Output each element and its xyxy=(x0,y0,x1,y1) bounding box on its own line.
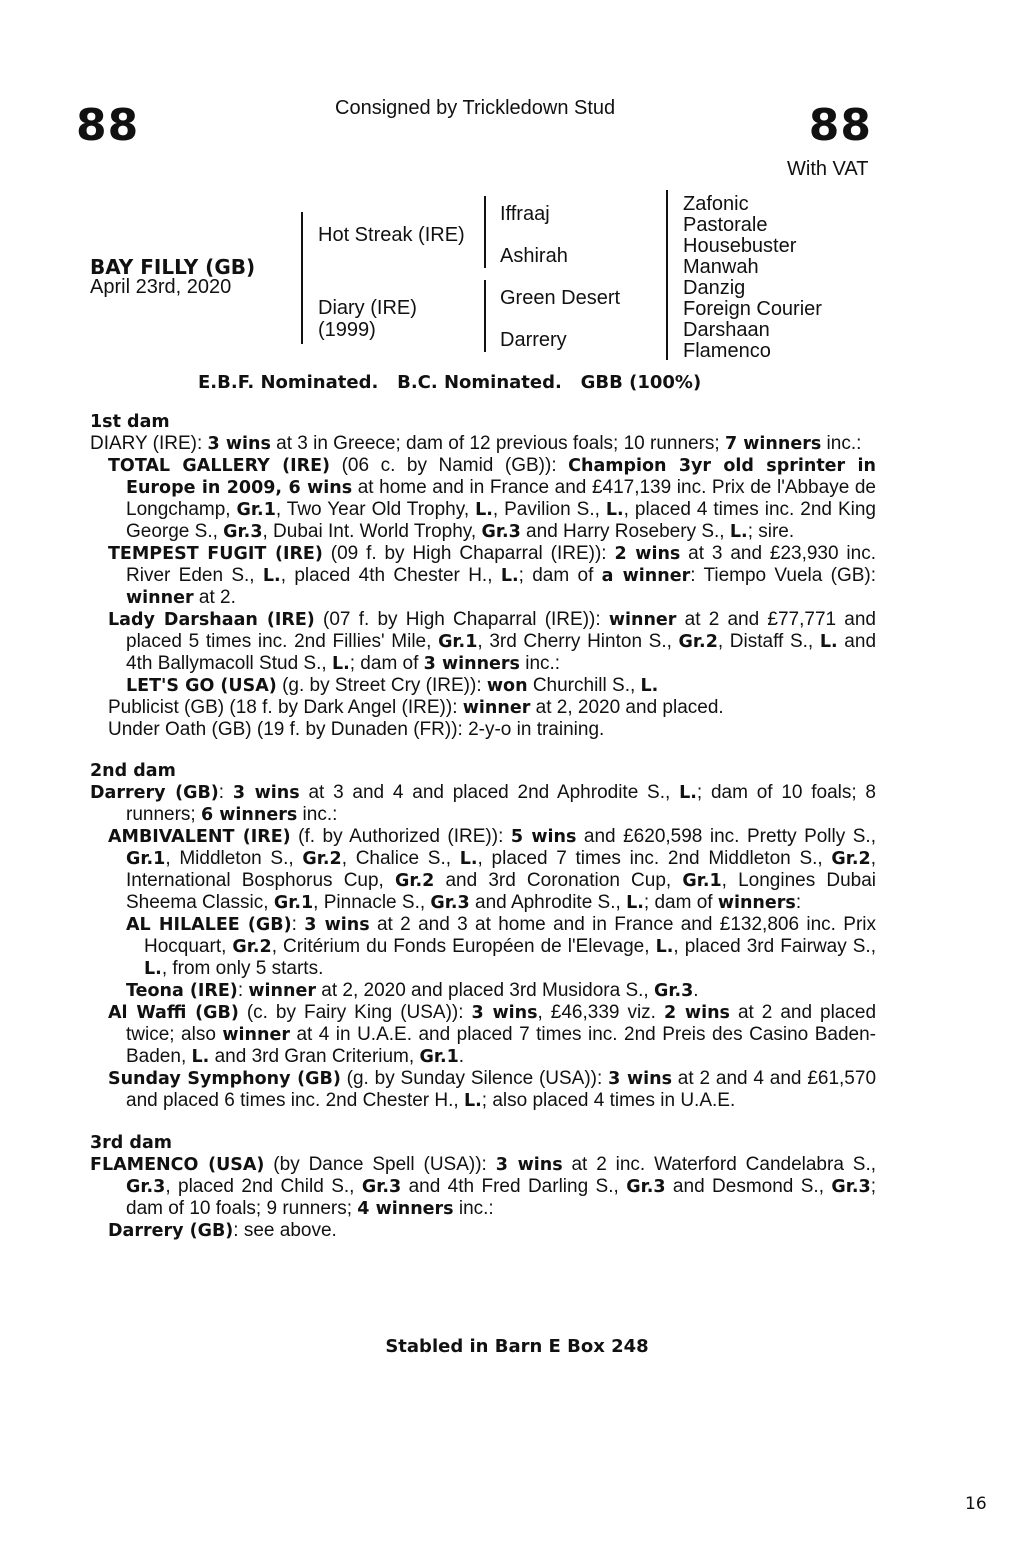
pedigree-great-grandparent: Manwah xyxy=(683,256,759,278)
text: , 3rd Cherry Hinton S., xyxy=(477,631,679,652)
bold-text: winner xyxy=(222,1025,290,1045)
pedigree-grandparent: Ashirah xyxy=(500,245,568,267)
pedigree-dam-year: (1999) xyxy=(318,319,376,341)
bold-text: Gr.1 xyxy=(419,1047,459,1067)
bold-text: L. xyxy=(463,1091,482,1111)
first-dam-intro xyxy=(90,433,876,455)
bold-text: Gr.3 xyxy=(361,1177,402,1197)
text: , Pavilion S., xyxy=(492,499,606,520)
text: (by Dance Spell (USA)): xyxy=(264,1154,496,1175)
consignor: Consigned by Trickledown Stud xyxy=(335,97,616,119)
text: (g. by Sunday Silence (USA)): xyxy=(340,1068,609,1089)
text: . xyxy=(693,980,699,1001)
produce-entry xyxy=(90,675,876,697)
text: (09 f. by High Chaparral (IRE)): xyxy=(322,543,615,564)
text: : xyxy=(795,892,802,913)
pedigree-bracket-1 xyxy=(301,212,303,344)
bold-text: Gr.1 xyxy=(438,632,478,652)
bold-text: L. xyxy=(819,632,838,652)
bold-text: Gr.3 xyxy=(653,981,694,1001)
text: inc.: xyxy=(519,653,561,674)
pedigree-bracket-2a xyxy=(484,196,486,268)
bold-text: Sunday Symphony (GB) xyxy=(108,1069,341,1089)
bold-text: L. xyxy=(679,783,697,803)
produce-entry xyxy=(90,609,876,675)
bold-text: winner xyxy=(608,610,677,630)
produce-entry xyxy=(90,1068,876,1112)
pedigree-great-grandparent: Danzig xyxy=(683,277,746,299)
bold-text: Gr.3 xyxy=(626,1177,666,1197)
bold-text: TOTAL GALLERY (IRE) xyxy=(108,456,331,476)
text: inc.: xyxy=(297,804,338,825)
text: at 2 inc. Waterford Candelabra S., xyxy=(562,1154,876,1175)
second-dam-intro xyxy=(90,782,876,826)
bold-text: Lady Darshaan (IRE) xyxy=(108,610,315,630)
bold-text: L. xyxy=(191,1047,210,1067)
text: (g. by Street Cry (IRE)): xyxy=(276,675,487,696)
text: at 2, 2020 and placed 3rd Musidora S., xyxy=(315,980,654,1001)
bold-text: a winner xyxy=(601,566,691,586)
bold-text: Gr.2 xyxy=(395,871,435,891)
bold-text: Gr.2 xyxy=(678,632,718,652)
pedigree-great-grandparent: Flamenco xyxy=(683,340,771,362)
text: (06 c. by Namid (GB)): xyxy=(330,455,569,476)
bold-text: AMBIVALENT (IRE) xyxy=(108,827,291,847)
text: at 2 and 4 and £61,570 and placed 6 times inc. 2nd Chester H., xyxy=(126,1068,877,1111)
bold-text: winner xyxy=(126,588,194,608)
text: at home and in France and £417,139 inc. Prix de l'Abbaye de Longchamp, xyxy=(126,477,876,520)
produce-entry xyxy=(90,980,876,1002)
bold-text: L. xyxy=(331,654,350,674)
vat-status: With VAT xyxy=(787,158,869,180)
bold-text: TEMPEST FUGIT (IRE) xyxy=(108,544,323,564)
text: ; dam of xyxy=(518,565,602,586)
text: and Harry Rosebery S., xyxy=(520,521,730,542)
bold-text: 3 wins xyxy=(608,1069,672,1089)
second-dam-produce xyxy=(90,826,876,1112)
text: ; also placed 4 times in U.A.E. xyxy=(481,1090,736,1111)
text: ; dam of xyxy=(349,653,424,674)
pedigree-bracket-3 xyxy=(666,190,668,360)
bold-text: L. xyxy=(144,959,162,979)
bold-text: 6 winners xyxy=(200,805,298,825)
produce-entry xyxy=(90,914,876,980)
text: , placed 4 times inc. 2nd King George S., xyxy=(126,499,876,542)
pedigree-great-grandparent: Zafonic xyxy=(683,193,749,215)
pedigree-grandparent: Iffraaj xyxy=(500,203,550,225)
bold-text: 2 wins xyxy=(614,544,681,564)
text: , Dubai Int. World Trophy, xyxy=(262,521,482,542)
bold-text: L. xyxy=(262,566,281,586)
text: and Desmond S., xyxy=(665,1176,832,1197)
text: , placed 4th Chester H., xyxy=(280,565,501,586)
text: , £46,339 viz. xyxy=(537,1002,664,1023)
text: . xyxy=(458,1046,465,1067)
pedigree-grandparent: Darrery xyxy=(500,329,567,351)
bold-text: Gr.1 xyxy=(682,871,722,891)
text: and 3rd Gran Criterium, xyxy=(209,1046,420,1067)
pedigree-great-grandparent: Darshaan xyxy=(683,319,770,341)
pedigree-bracket-2b xyxy=(484,280,486,352)
bold-text: 2 wins xyxy=(663,1003,730,1023)
bold-text: L. xyxy=(605,500,624,520)
text: and Aphrodite S., xyxy=(469,892,627,913)
bold-text: L. xyxy=(475,500,493,520)
pedigree-grandparent: Green Desert xyxy=(500,287,621,309)
text: : xyxy=(291,914,305,935)
produce-entry xyxy=(90,826,876,914)
lot-number-right: 88 xyxy=(808,100,872,151)
produce-entry xyxy=(90,1002,876,1068)
bold-text: Teona (IRE) xyxy=(126,981,238,1001)
text: at 2 and £77,771 and placed 5 times inc. 2nd Fillies' Mile, xyxy=(126,609,877,652)
bold-text: winner xyxy=(462,698,531,718)
text: and 4th Ballymacoll Stud S., xyxy=(126,631,877,674)
bold-text: 3 wins xyxy=(232,783,300,803)
bold-text: Gr.3 xyxy=(430,893,470,913)
text: , placed 3rd Fairway S., xyxy=(673,936,876,957)
bold-text: Gr.3 xyxy=(481,522,521,542)
text: , Distaff S., xyxy=(717,631,820,652)
text: , Pinnacle S., xyxy=(313,892,431,913)
pedigree-sire: Hot Streak (IRE) xyxy=(318,224,465,246)
text: and 3rd Coronation Cup, xyxy=(434,870,683,891)
horse-dob: April 23rd, 2020 xyxy=(90,276,232,298)
text: Under Oath (GB) (19 f. by Dunaden (FR)): 2-y-o in training. xyxy=(108,719,605,740)
text: : Tiempo Vuela (GB): xyxy=(690,565,877,586)
produce-entry xyxy=(90,455,876,543)
bold-text: AL HILALEE (GB) xyxy=(126,915,292,935)
bold-text: 4 winners xyxy=(357,1199,454,1219)
pedigree-great-grandparent: Housebuster xyxy=(683,235,797,257)
text: at 3 and £23,930 inc. River Eden S., xyxy=(126,543,876,586)
third-dam-produce xyxy=(90,1220,876,1242)
bold-text: Gr.1 xyxy=(236,500,276,520)
bold-text: Darrery (GB) xyxy=(90,783,219,803)
text: , Critérium du Fonds Européen de l'Elevage, xyxy=(271,936,656,957)
bold-text: LET'S GO (USA) xyxy=(126,676,277,696)
text: (07 f. by High Chaparral (IRE)): xyxy=(314,609,609,630)
bold-text: L. xyxy=(655,937,674,957)
horse-name: BAY FILLY (GB) xyxy=(90,255,256,279)
text: at 2. xyxy=(193,587,236,608)
text: at 3 and 4 and placed 2nd Aphrodite S., xyxy=(299,782,680,803)
bold-text: won xyxy=(486,676,528,696)
text: inc.: xyxy=(821,433,862,454)
text: ; dam of 10 foals; 9 runners; xyxy=(126,1176,876,1219)
bold-text: Gr.2 xyxy=(831,849,871,869)
text: , placed 7 times inc. 2nd Middleton S., xyxy=(477,848,832,869)
bold-text: 3 winners xyxy=(423,654,520,674)
bold-text: Gr.2 xyxy=(302,849,342,869)
bold-text: 3 wins xyxy=(207,434,271,454)
bold-text: L. xyxy=(729,522,748,542)
bold-text: Gr.1 xyxy=(273,893,314,913)
text: , Chalice S., xyxy=(341,848,460,869)
page-number: 16 xyxy=(965,1494,987,1514)
text: inc.: xyxy=(453,1198,494,1219)
text: , Middleton S., xyxy=(165,848,303,869)
produce-entry xyxy=(90,719,876,740)
text: , from only 5 starts. xyxy=(161,958,324,979)
text: ; sire. xyxy=(747,521,795,542)
text: : xyxy=(237,980,249,1001)
pedigree-great-grandparent: Foreign Courier xyxy=(683,298,822,320)
text: and 4th Fred Darling S., xyxy=(401,1176,627,1197)
bold-text: 3 wins xyxy=(471,1003,538,1023)
text: , International Bosphorus Cup, xyxy=(126,848,876,891)
bold-text: Gr.3 xyxy=(831,1177,871,1197)
text: at 3 in Greece; dam of 12 previous foals; 10 runners; xyxy=(270,433,725,454)
text: , Longines Dubai Sheema Classic, xyxy=(126,870,876,913)
bold-text: 5 wins xyxy=(510,827,577,847)
bold-text: winner xyxy=(248,981,316,1001)
text: at 2, 2020 and placed. xyxy=(530,697,724,718)
bold-text: Al Waffi (GB) xyxy=(108,1003,239,1023)
produce-entry xyxy=(90,697,876,719)
stabling-info: Stabled in Barn E Box 248 xyxy=(385,1336,649,1357)
pedigree-dam: Diary (IRE) xyxy=(318,297,417,319)
bold-text: Gr.3 xyxy=(223,522,263,542)
bold-text: FLAMENCO (USA) xyxy=(90,1155,265,1175)
first-dam-heading: 1st dam xyxy=(90,412,170,432)
bold-text: Darrery (GB) xyxy=(108,1221,234,1241)
bold-text: Champion 3yr old sprinter in Europe in 2009, 6 wins xyxy=(126,456,876,498)
bold-text: L. xyxy=(459,849,478,869)
bold-text: L. xyxy=(500,566,519,586)
pedigree-text xyxy=(90,412,876,1242)
text: (c. by Fairy King (USA)): xyxy=(238,1002,472,1023)
bold-text: winners xyxy=(717,893,796,913)
text: : see above. xyxy=(233,1220,337,1241)
bold-text: Gr.2 xyxy=(232,937,272,957)
text: and £620,598 inc. Pretty Polly S., xyxy=(576,826,876,847)
text: DIARY (IRE): xyxy=(90,433,208,454)
text: Churchill S., xyxy=(527,675,641,696)
bold-text: Gr.1 xyxy=(126,849,166,869)
bold-text: L. xyxy=(626,893,644,913)
bold-text: 3 wins xyxy=(304,915,370,935)
third-dam-heading: 3rd dam xyxy=(90,1133,172,1153)
lot-number-left: 88 xyxy=(76,100,140,151)
text: ; dam of 10 foals; 8 runners; xyxy=(126,782,876,825)
text: : xyxy=(218,782,233,803)
bold-text: 7 winners xyxy=(725,434,822,454)
text: (f. by Authorized (IRE)): xyxy=(290,826,511,847)
text: ; dam of xyxy=(643,892,718,913)
third-dam-intro xyxy=(90,1154,876,1220)
text: Publicist (GB) (18 f. by Dark Angel (IRE)): xyxy=(108,697,463,718)
bold-text: 3 wins xyxy=(495,1155,563,1175)
text: , placed 2nd Child S., xyxy=(165,1176,362,1197)
pedigree-great-grandparent: Pastorale xyxy=(683,214,768,236)
second-dam-heading: 2nd dam xyxy=(90,761,176,781)
first-dam-produce xyxy=(90,455,876,740)
produce-entry xyxy=(90,1220,876,1242)
nominations: E.B.F. Nominated. B.C. Nominated. GBB (100%) xyxy=(198,372,702,393)
text: at 2 and 3 at home and in France and £132,806 inc. Prix Hocquart, xyxy=(144,914,876,957)
text: , Two Year Old Trophy, xyxy=(275,499,476,520)
bold-text: L. xyxy=(640,676,659,696)
text: at 4 in U.A.E. and placed 7 times inc. 2nd Preis des Casino Baden-Baden, xyxy=(126,1024,876,1067)
bold-text: Gr.3 xyxy=(126,1177,166,1197)
produce-entry xyxy=(90,543,876,609)
text: at 2 and placed twice; also xyxy=(126,1002,877,1045)
